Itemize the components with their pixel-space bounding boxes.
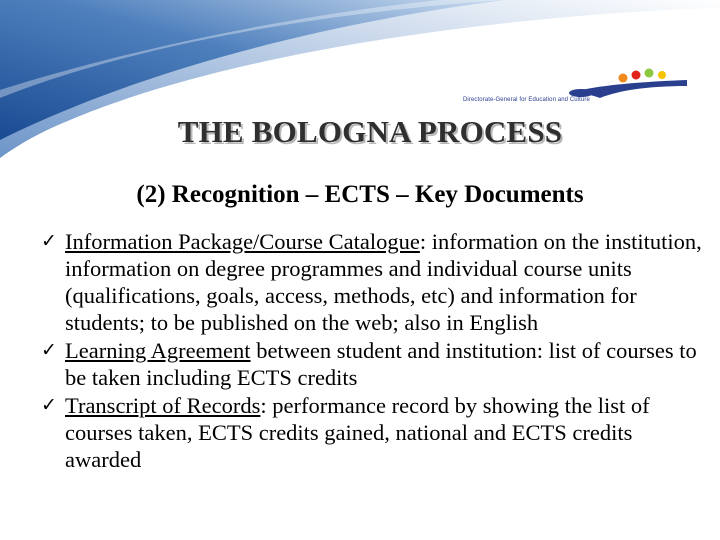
bullet-text: information on the institution, information on degree programmes and individual course units (qualifications, goals, access, methods, etc) and information for students; to be published on the web; also in English [65, 229, 702, 335]
bullet-learning-agreement [40, 337, 710, 391]
bullet-separator: : [260, 393, 273, 418]
eu-logo-icon [455, 62, 695, 112]
bullet-separator: : [419, 229, 432, 254]
logo-caption: Directorate-General for Education and Culture [463, 97, 590, 103]
bullet-transcript-of-records [40, 392, 710, 473]
checkmark-icon: ✓ [41, 230, 57, 252]
bullet-text: between student and institution: list of courses to be taken including ECTS credits [65, 338, 697, 390]
bullet-term: Transcript of Records [65, 393, 261, 418]
bullet-text: performance record by showing the list of courses taken, ECTS credits gained, national and ECTS credits awarded [65, 393, 650, 472]
bullet-term: Information Package/Course Catalogue [65, 229, 420, 254]
bullet-term: Learning Agreement [65, 338, 251, 363]
checkmark-icon: ✓ [41, 394, 57, 416]
slide-title: THE BOLOGNA PROCESS [177, 114, 563, 149]
bullet-list [40, 228, 710, 473]
bullet-information-package [40, 228, 710, 336]
slide-subtitle: (2) Recognition – ECTS – Key Documents [136, 181, 584, 208]
checkmark-icon: ✓ [41, 339, 57, 361]
